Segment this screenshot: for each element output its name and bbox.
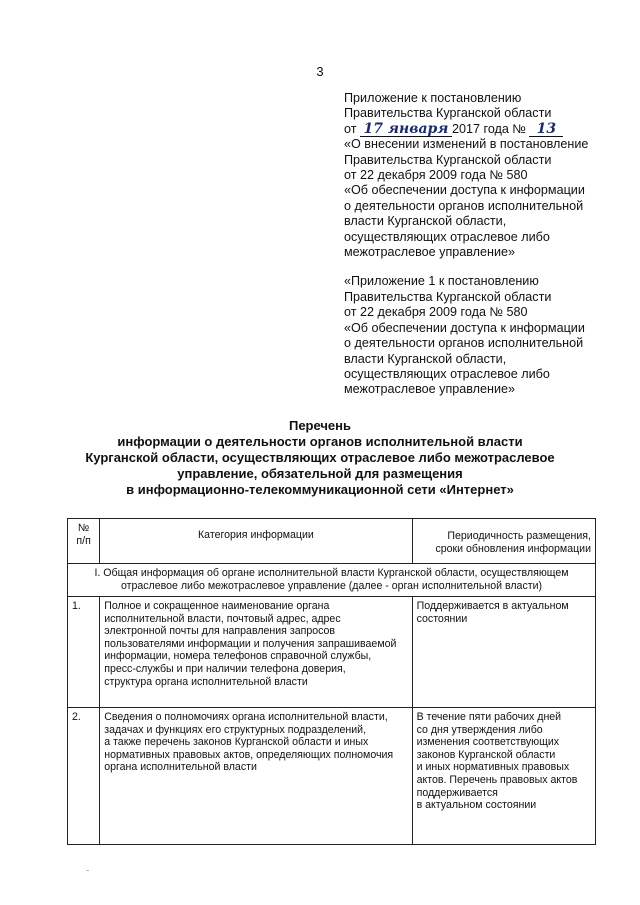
period-line: актов. Перечень правовых актов — [416, 773, 578, 786]
table-row — [68, 708, 596, 845]
annex1-line: от 22 декабря 2009 года № 580 — [344, 305, 528, 320]
category-line: задачах и функциях его структурных подразделений, — [104, 723, 367, 736]
document-title — [40, 418, 600, 498]
handwritten-number: 13 — [529, 122, 563, 137]
annex1-line: Правительства Курганской области — [344, 289, 552, 304]
appendix-line: межотраслевое управление» — [344, 245, 516, 260]
category-line: Полное и сокращенное наименование органа — [104, 600, 330, 612]
title-line: информации о деятельности органов исполнительной власти — [117, 434, 523, 449]
category-line: пользователями информации и получения запрашиваемой — [104, 637, 397, 650]
annex1-line: о деятельности органов исполнительной — [344, 336, 584, 351]
section-title: отраслевое либо межотраслевое управление (далее - орган исполнительной власти) — [120, 579, 543, 592]
category-line: органа исполнительной власти — [104, 761, 257, 774]
from-prefix: от — [344, 121, 357, 136]
section-row — [68, 564, 596, 597]
category-line: электронной почты для направления запросов — [104, 625, 336, 638]
period-line: состоянии — [416, 612, 468, 625]
annex1-line: межотраслевое управление» — [344, 382, 516, 397]
period-line: законов Курганской области — [416, 748, 556, 761]
handwritten-date: 17 января — [360, 122, 452, 137]
category-line: пресс-службы и при наличии телефона доверия, — [104, 662, 346, 675]
row-number: 1. — [68, 597, 100, 708]
header-category: Категория информации — [100, 519, 412, 564]
table-row — [68, 597, 596, 708]
appendix-line: «Об обеспечении доступа к информации — [344, 183, 585, 198]
appendix-line: Приложение к постановлению — [344, 91, 522, 105]
header-period: Периодичность размещения, — [447, 530, 591, 542]
appendix-header — [344, 91, 634, 398]
appendix-line: Правительства Курганской области — [344, 152, 552, 167]
appendix-line: власти Курганской области, — [344, 214, 507, 229]
header-period-cell — [412, 519, 595, 564]
annex1-line: осуществляющих отраслевое либо — [344, 366, 550, 381]
appendix-line: о деятельности органов исполнительной — [344, 198, 584, 213]
title-line: управление, обязательной для размещения — [177, 466, 463, 481]
annex1-line: «Приложение 1 к постановлению — [344, 274, 539, 289]
header-number: № — [77, 522, 90, 534]
row-category — [100, 597, 412, 708]
row-period — [412, 597, 595, 708]
category-line: нормативных правовых актов, определяющих полномочия — [104, 748, 394, 761]
year-text: 2017 года № — [452, 121, 526, 136]
annex1-line: «Об обеспечении доступа к информации — [344, 320, 585, 335]
header-number-cell — [68, 519, 100, 564]
appendix-date-line — [344, 122, 634, 137]
row-period — [412, 708, 595, 845]
section-title: I. Общая информация об органе исполнительной власти Курганской области, осуществляющем — [94, 567, 569, 579]
header-period-sub: сроки обновления информации — [435, 542, 591, 555]
period-line: и иных нормативных правовых — [416, 761, 570, 774]
category-line: информации, номера телефонов справочной службы, — [104, 650, 372, 663]
information-table — [67, 518, 596, 845]
table-header-row — [68, 519, 596, 564]
appendix-line: Правительства Курганской области — [344, 106, 552, 121]
annex1-line: власти Курганской области, — [344, 351, 507, 366]
period-line: поддерживается — [416, 786, 498, 799]
appendix-line: «О внесении изменений в постановление — [344, 137, 589, 152]
category-line: Сведения о полномочиях органа исполнительной власти, — [104, 711, 388, 723]
title-line: Перечень — [288, 418, 352, 433]
category-line: а также перечень законов Курганской области и иных — [104, 736, 369, 749]
period-line: В течение пяти рабочих дней — [416, 711, 562, 723]
period-line: изменения соответствующих — [416, 736, 560, 749]
title-line: в информационно-телекоммуникационной сети «Интернет» — [126, 482, 514, 497]
appendix-line: от 22 декабря 2009 года № 580 — [344, 168, 528, 183]
category-line: структура органа исполнительной власти — [104, 675, 308, 688]
period-line: в актуальном состоянии — [416, 799, 537, 812]
section-title-cell — [68, 564, 596, 597]
page-number: 3 — [316, 64, 324, 79]
header-number-sub: п/п — [76, 534, 91, 547]
period-line: со дня утверждения либо — [416, 723, 543, 736]
category-line: исполнительной власти, почтовый адрес, адрес — [104, 612, 341, 625]
row-number: 2. — [68, 708, 100, 845]
row-category — [100, 708, 412, 845]
appendix-line: осуществляющих отраслевое либо — [344, 229, 550, 244]
scan-speck — [86, 870, 89, 871]
period-line: Поддерживается в актуальном — [416, 600, 569, 612]
title-line: Курганской области, осуществляющих отраслевое либо межотраслевое — [85, 450, 555, 465]
